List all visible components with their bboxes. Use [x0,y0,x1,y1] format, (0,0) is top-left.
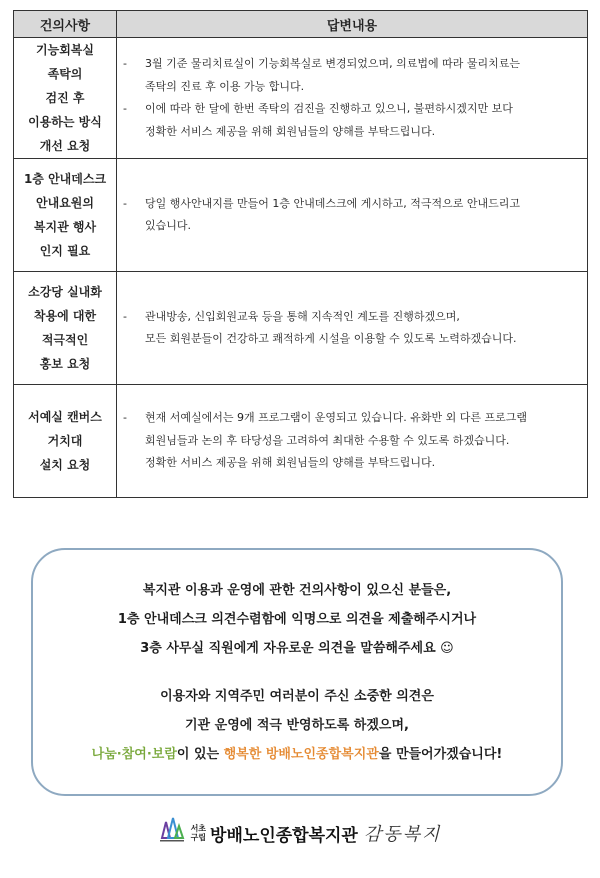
answer-item [123,98,581,143]
notice-line: 이용자와 지역주민 여러분이 주신 소중한 의견은 [160,689,434,704]
topic-line: 1층 안내데스크 [23,172,107,186]
notice-box [31,548,563,796]
notice-line: 복지관 이용과 운영에 관한 건의사항이 있으신 분들은, [142,583,452,598]
answer-line: 3월 기준 물리치료실이 기능회복실로 변경되었으며, 의료법에 따라 물리치료는 [145,57,521,70]
answer-item [123,306,581,351]
notice-text: 이 있는 [176,747,224,762]
slogan-script: 감동복지 [363,824,442,845]
answer-line: 현재 서예실에서는 9개 프로그램이 운영되고 있습니다. 유화반 외 다른 프로그램 [145,411,527,425]
suggestion-topic [14,272,117,385]
suggestion-table [13,10,588,498]
answer-cell [117,385,588,498]
notice-text: 을 만들어가겠습니다! [378,747,503,762]
suggestion-topic [14,385,117,498]
topic-line: 이용하는 방식 [28,115,102,129]
topic-line: 적극적인 [41,333,89,347]
answer-line: 정확한 서비스 제공을 위해 회원님들의 양해를 부탁드립니다. [145,456,436,470]
district-label: 서초 구립 [190,824,207,842]
answer-line: 당일 행사안내지를 만들어 1층 안내데스크에 게시하고, 적극적으로 안내드리고 [145,196,521,210]
footer-logo [0,808,600,858]
answer-cell [117,272,588,385]
table-row [14,272,588,385]
bullet-dash: - [123,411,127,425]
topic-line: 복지관 행사 [33,220,97,234]
topic-line: 설치 요청 [39,458,91,472]
bullet-dash: - [123,196,127,210]
answer-line: 이에 따라 한 달에 한번 족탁의 검진을 진행하고 있으니, 불편하시겠지만 보다 [145,102,513,115]
notice-line: 기관 운영에 적극 반영하도록 하겠으며, [185,718,409,733]
table-row [14,385,588,498]
answer-line: 정확한 서비스 제공을 위해 회원님들의 양해를 부탁드립니다. [145,124,436,138]
table-row [14,159,588,272]
topic-line: 안내요원의 [36,196,94,210]
answer-cell [117,159,588,272]
topic-line: 기능회복실 [36,43,94,57]
notice-closing-line [33,740,561,769]
topic-line: 개선 요청 [39,139,91,153]
answer-item [123,53,581,98]
answer-cell [117,38,588,159]
topic-line: 소강당 실내화 [28,285,102,299]
answer-column-header: 답변내용 [117,11,588,38]
answer-line: 회원님들과 논의 후 타당성을 고려하여 최대한 수용할 수 있도록 하겠습니다. [145,433,510,447]
seocho-logo-icon [159,816,185,850]
topic-line: 족탁의 [47,67,83,81]
topic-column-header: 건의사항 [14,11,117,38]
topic-line: 홍보 요청 [39,357,91,371]
topic-line: 착용에 대한 [33,309,97,323]
center-name: 방배노인종합복지관 [210,825,358,846]
answer-line: 모든 회원분들이 건강하고 쾌적하게 시설을 이용할 수 있도록 노력하겠습니다. [145,332,517,345]
notice-line: 1층 안내데스크 의견수렴함에 익명으로 의견을 제출해주시거나 [117,612,477,627]
topic-line: 거치대 [47,434,83,448]
bullet-dash: - [123,309,127,323]
topic-line: 서예실 캔버스 [28,410,102,424]
bullet-dash: - [123,57,127,70]
answer-line: 있습니다. [145,219,192,232]
answer-line: 관내방송, 신입회원교육 등을 통해 지속적인 계도를 진행하겠으며, [145,309,460,323]
table-row [14,38,588,159]
topic-line: 인지 필요 [39,244,91,258]
topic-line: 검진 후 [45,91,85,105]
suggestion-topic [14,159,117,272]
answer-item [123,407,581,475]
highlight-center-name: 행복한 방배노인종합복지관 [223,747,379,762]
notice-line: 3층 사무실 직원에게 자유로운 의견을 말씀해주세요 ☺ [140,641,454,656]
answer-item [123,193,581,238]
suggestion-topic [14,38,117,159]
bullet-dash: - [123,102,127,115]
answer-line: 족탁의 진료 후 이용 가능 합니다. [145,79,305,93]
highlight-values: 나눔·참여·보람 [91,747,177,762]
